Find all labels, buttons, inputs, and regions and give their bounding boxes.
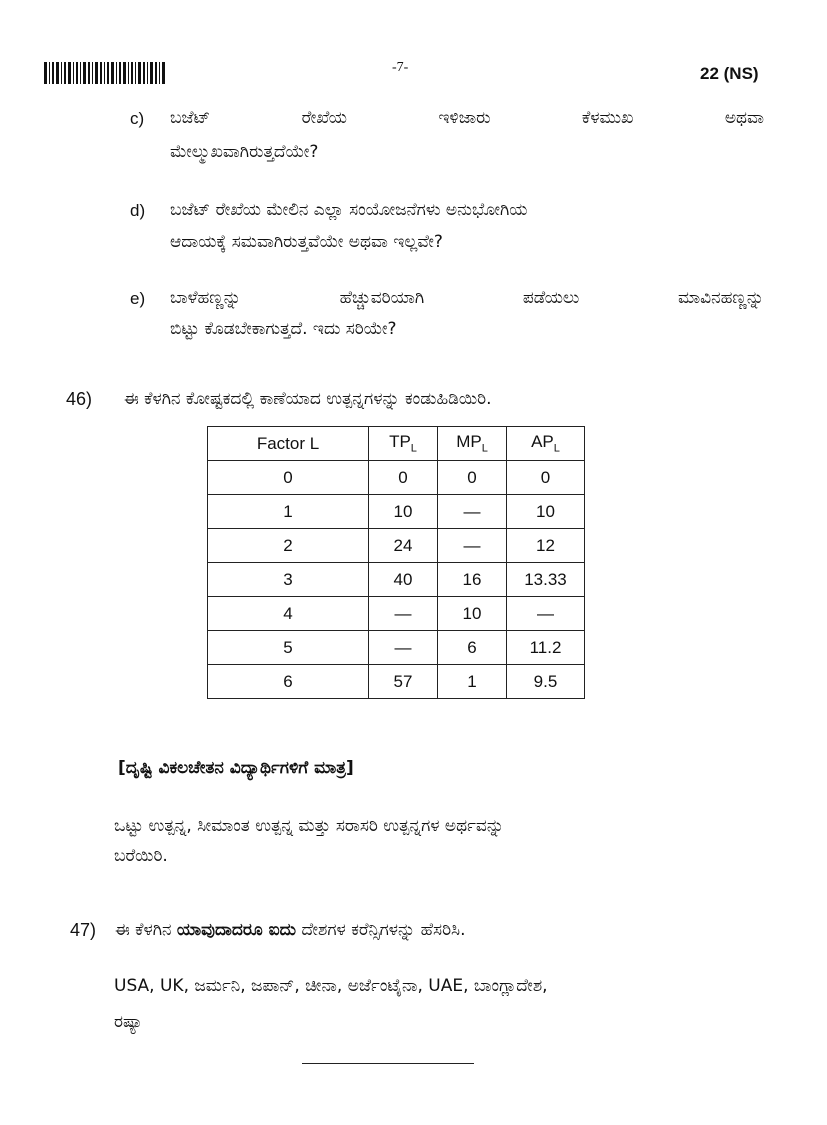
table-cell: 40 <box>369 563 438 597</box>
table-row <box>208 597 585 631</box>
table-cell: 10 <box>507 495 585 529</box>
table-cell: — <box>369 597 438 631</box>
question-e-line1 <box>170 286 764 311</box>
word: ರೇಖೆಯ <box>301 108 347 128</box>
table-cell: 0 <box>208 461 369 495</box>
barcode <box>44 62 166 84</box>
page-number: -7- <box>392 60 409 75</box>
table-cell: 12 <box>507 529 585 563</box>
word: ಇಳಿಜಾರು <box>438 108 491 128</box>
word: ಪಡೆಯಲು <box>522 288 580 308</box>
table-cell: 1 <box>208 495 369 529</box>
table-cell: 24 <box>369 529 438 563</box>
header-factor-l: Factor L <box>208 427 369 461</box>
table-cell: 6 <box>438 631 507 665</box>
table-row <box>208 461 585 495</box>
table-cell: 5 <box>208 631 369 665</box>
paper-code: 22 (NS) <box>700 64 759 83</box>
question-c-line1 <box>170 106 764 131</box>
table-cell: 1 <box>438 665 507 699</box>
table-row <box>208 665 585 699</box>
production-table <box>207 426 585 699</box>
table-cell: 11.2 <box>507 631 585 665</box>
countries-line2: ರಷ್ಯಾ <box>114 1012 143 1032</box>
alt-question-line1: ಒಟ್ಟು ಉತ್ಪನ್ನ, ಸೀಮಾಂತ ಉತ್ಪನ್ನ ಮತ್ತು ಸರಾಸರಿ ಉತ್ಪನ್ನಗಳ ಅರ್ಥವನ್ನು <box>114 816 504 836</box>
header-ap: $AP_L$ <box>507 427 585 461</box>
question-46-text: ಈ ಕೆಳಗಿನ ಕೋಷ್ಟಕದಲ್ಲಿ ಕಾಣೆಯಾದ ಉತ್ಪನ್ನಗಳನ್ನು ಕಂಡುಹಿಡಿಯಿರಿ. <box>124 389 492 409</box>
header-tp: $TP_L$ <box>369 427 438 461</box>
table-cell: — <box>369 631 438 665</box>
table-header-row <box>208 427 585 461</box>
question-number-47: 47) <box>70 920 97 940</box>
question-number-46: 46) <box>66 389 93 409</box>
table-cell: — <box>438 495 507 529</box>
table-cell: 10 <box>369 495 438 529</box>
word: ಬಾಳೆಹಣ್ಣನ್ನು <box>170 288 241 308</box>
table-cell: — <box>438 529 507 563</box>
alt-question-heading: [ದೃಷ್ಟಿ ವಿಕಲಚೇತನ ವಿದ್ಯಾರ್ಥಿಗಳಿಗೆ ಮಾತ್ರ] <box>118 758 354 778</box>
table-cell: 10 <box>438 597 507 631</box>
table-cell: 0 <box>369 461 438 495</box>
alt-question-line2: ಬರೆಯಿರಿ. <box>114 846 168 866</box>
word: ಕೆಳಮುಖ <box>581 108 634 128</box>
table-row <box>208 631 585 665</box>
table-cell: 4 <box>208 597 369 631</box>
table-cell: — <box>507 597 585 631</box>
header-mp: $MP_L$ <box>438 427 507 461</box>
question-c-line2: ಮೇಲ್ಮುಖವಾಗಿರುತ್ತದೆಯೇ? <box>170 142 319 162</box>
question-label-c: c) <box>130 109 145 128</box>
table-cell: 16 <box>438 563 507 597</box>
table-row <box>208 495 585 529</box>
question-label-d: d) <box>130 201 146 220</box>
word: ಹೆಚ್ಚುವರಿಯಾಗಿ <box>339 288 425 308</box>
table-row <box>208 563 585 597</box>
question-e-line2: ಬಿಟ್ಟು ಕೊಡಬೇಕಾಗುತ್ತದೆ. ಇದು ಸರಿಯೇ? <box>170 319 397 339</box>
question-47-text: ಈ ಕೆಳಗಿನ ಯಾವುದಾದರೂ ಐದು ದೇಶಗಳ ಕರೆನ್ಸಿಗಳನ್ನು ಹೆಸರಿಸಿ. <box>115 920 466 940</box>
table-row <box>208 529 585 563</box>
table-cell: 0 <box>507 461 585 495</box>
question-label-e: e) <box>130 289 146 308</box>
table-cell: 0 <box>438 461 507 495</box>
table-cell: 13.33 <box>507 563 585 597</box>
table-cell: 6 <box>208 665 369 699</box>
question-d-line2: ಆದಾಯಕ್ಕೆ ಸಮವಾಗಿರುತ್ತವೆಯೇ ಅಥವಾ ಇಲ್ಲವೇ? <box>170 232 443 252</box>
table-cell: 3 <box>208 563 369 597</box>
question-d-line1: ಬಜೆಟ್ ರೇಖೆಯ ಮೇಲಿನ ಎಲ್ಲಾ ಸಂಯೋಜನೆಗಳು ಅನುಭೋಗಿಯ <box>170 200 528 220</box>
end-of-page-rule <box>302 1063 474 1064</box>
table-cell: 9.5 <box>507 665 585 699</box>
countries-line1: USA, UK, ಜರ್ಮನಿ, ಜಪಾನ್, ಚೀನಾ, ಅರ್ಜೆಂಟೈನಾ, UAE, ಬಾಂಗ್ಲಾದೇಶ, <box>114 976 548 996</box>
word: ಅಥವಾ <box>724 108 764 128</box>
table-cell: 57 <box>369 665 438 699</box>
word: ಮಾವಿನಹಣ್ಣನ್ನು <box>678 288 764 308</box>
word: ಬಜೆಟ್ <box>170 108 211 128</box>
table-cell: 2 <box>208 529 369 563</box>
